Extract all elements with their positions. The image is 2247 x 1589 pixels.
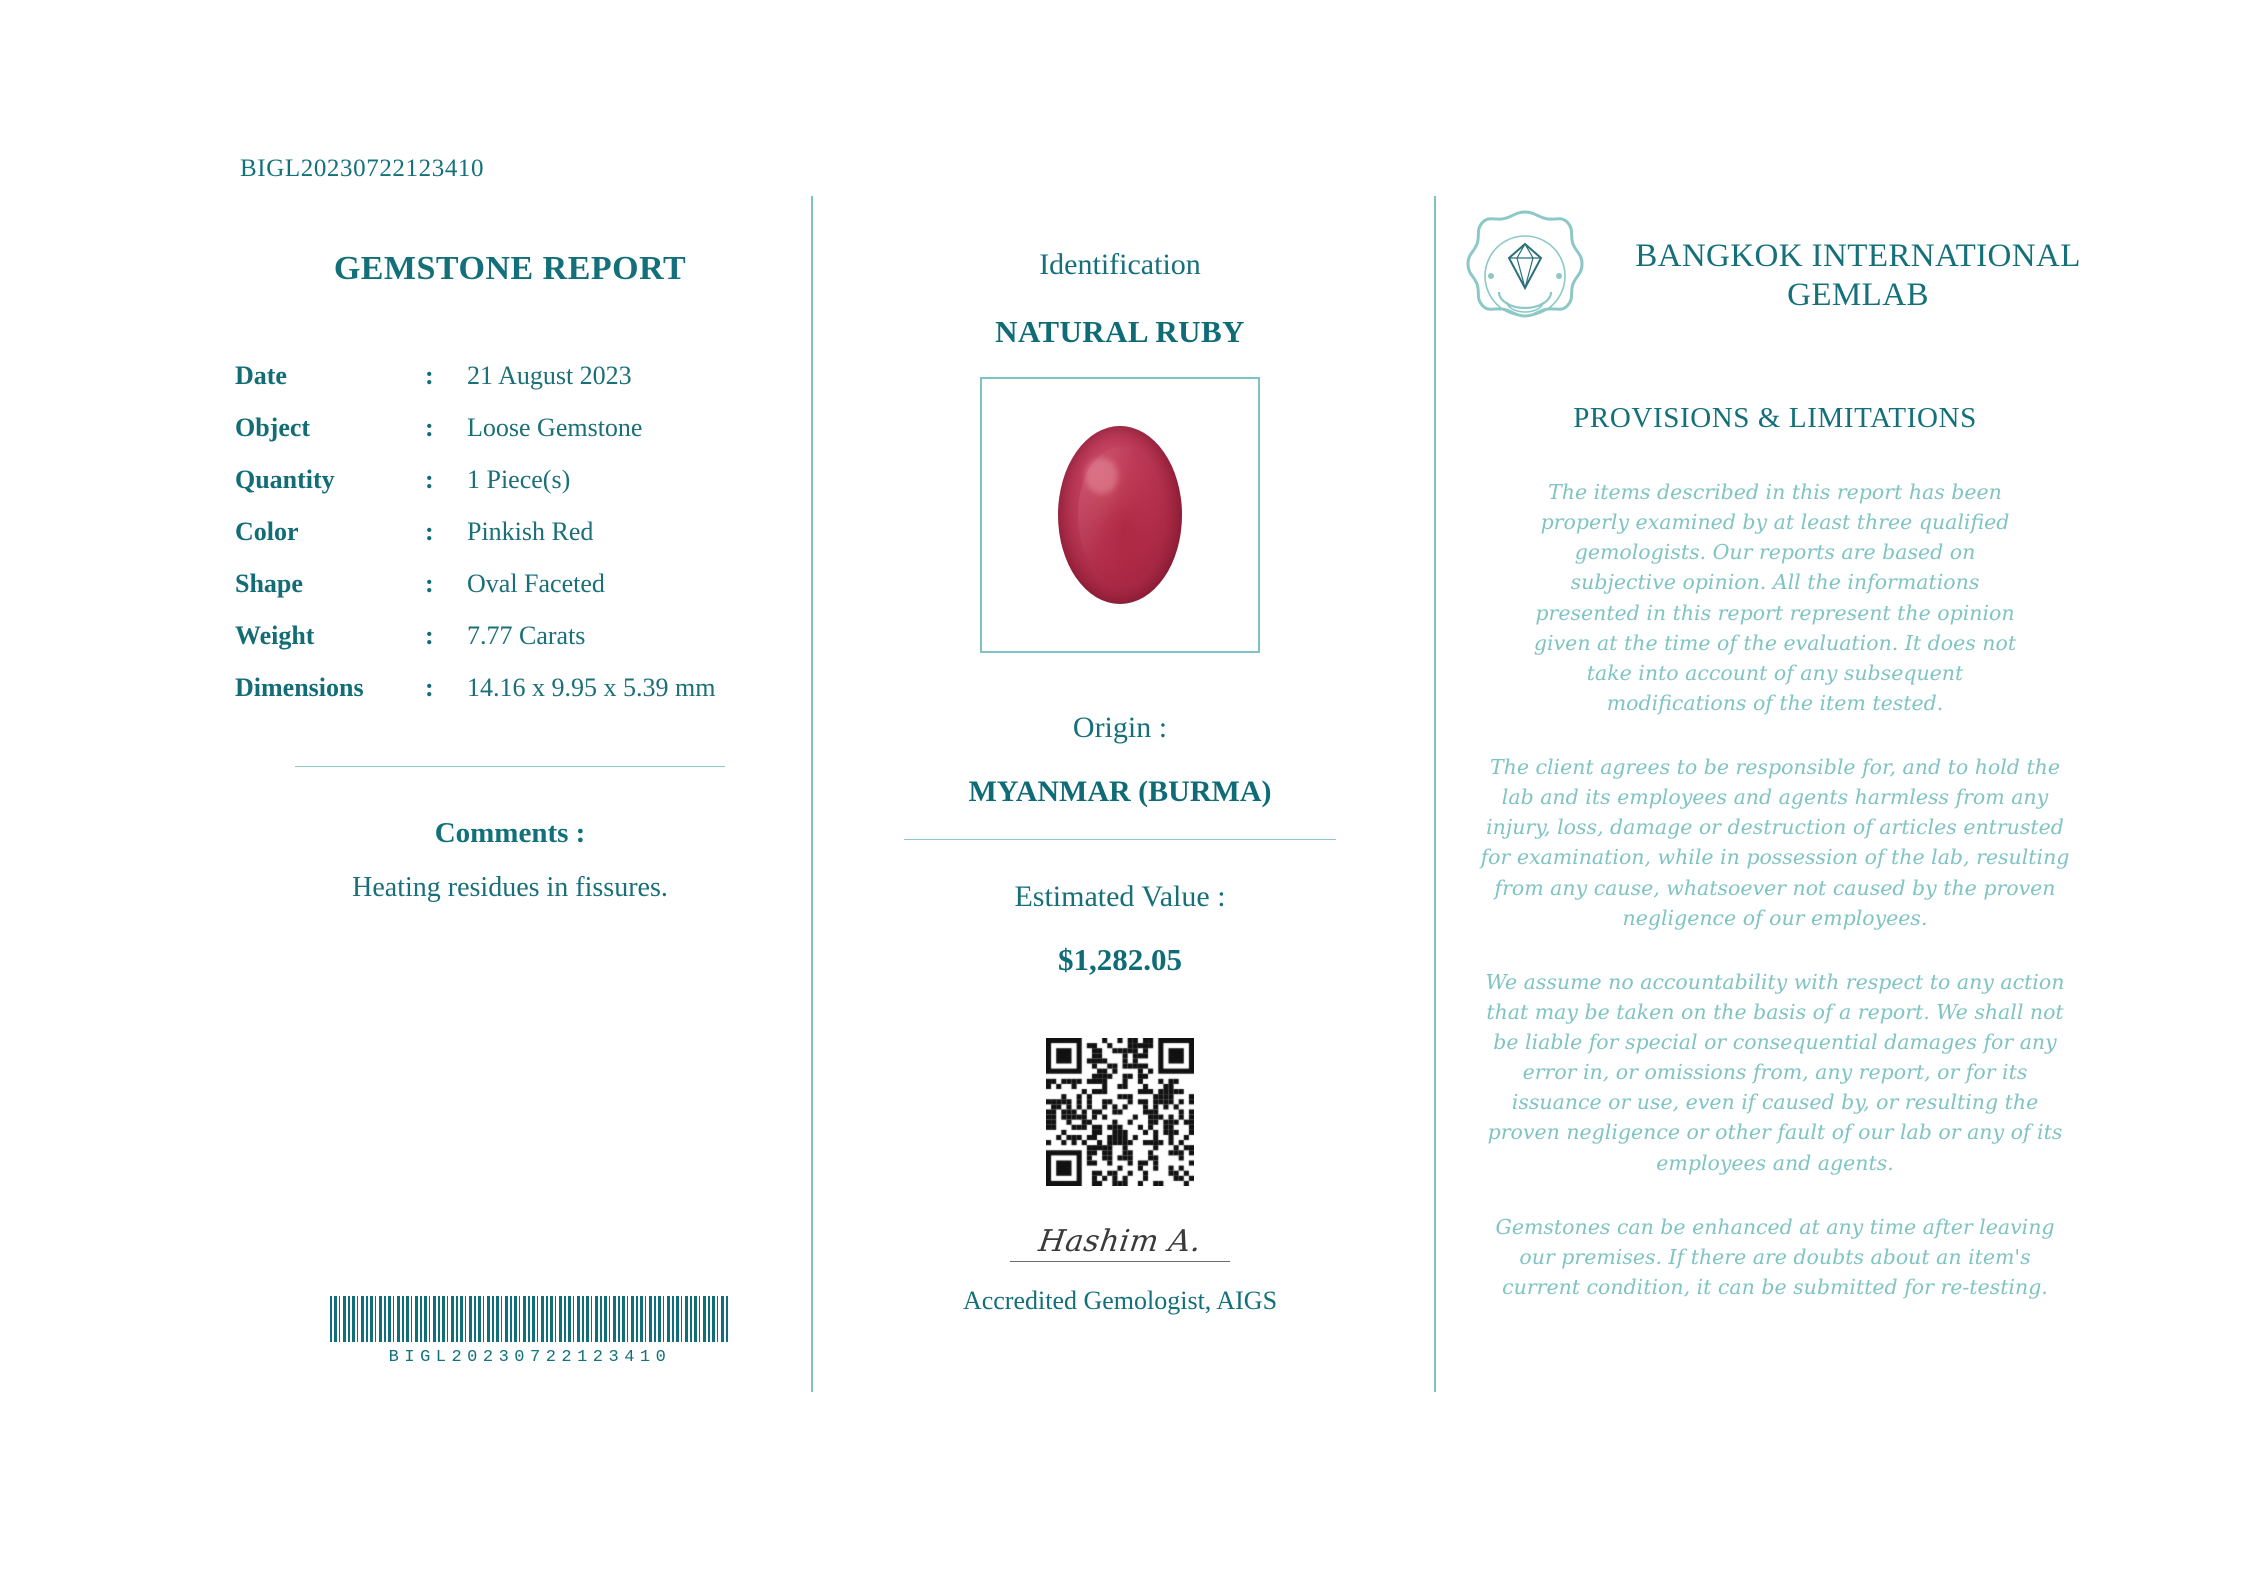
spec-label-quantity: Quantity: [235, 465, 335, 494]
spec-colon: :: [425, 621, 434, 650]
divider: [904, 839, 1336, 840]
spec-value-color: Pinkish Red: [467, 517, 594, 546]
origin-label: Origin :: [1072, 711, 1168, 744]
estimated-value-label: Estimated Value :: [1014, 880, 1226, 913]
table-row: [235, 350, 715, 402]
provisions-title: PROVISIONS & LIMITATIONS: [1573, 402, 1977, 434]
provisions-paragraph: Gemstones can be enhanced at any time after leaving our premises. If there are doubts about an item's current condition, it can be submitted for re-testing.: [1495, 1214, 2055, 1299]
gemstone-photo-frame: [980, 377, 1260, 653]
oval-faceted-ruby-image: [1058, 426, 1182, 604]
barcode-block: [330, 1296, 730, 1367]
spec-label-dimensions: Dimensions: [235, 673, 364, 702]
signature-block: [830, 1224, 1410, 1316]
gemlab-logo-icon: [1455, 206, 1595, 346]
page-title: GEMSTONE REPORT: [333, 250, 687, 287]
spec-value-date: 21 August 2023: [467, 361, 632, 390]
spec-value-weight: 7.77 Carats: [467, 621, 586, 650]
report-number: BIGL20230722123410: [240, 155, 485, 182]
comments-heading: Comments :: [434, 817, 586, 849]
spec-label-weight: Weight: [235, 621, 315, 650]
qr-code-icon: [1046, 1038, 1194, 1186]
identification-value: NATURAL RUBY: [995, 314, 1245, 349]
column-divider-right: [1434, 196, 1436, 1392]
middle-column: [830, 196, 1410, 1316]
spec-value-quantity: 1 Piece(s): [467, 465, 571, 494]
qr-code-canvas: [1046, 1038, 1194, 1186]
table-row: [235, 506, 715, 558]
identification-label: Identification: [1039, 248, 1201, 281]
spec-colon: :: [425, 465, 434, 494]
table-row: [235, 610, 715, 662]
comments-text: Heating residues in fissures.: [352, 872, 668, 903]
specifications-body: [235, 350, 715, 714]
spec-value-shape: Oval Faceted: [467, 569, 605, 598]
provisions-paragraph: The items described in this report has been properly examined by at least three qualified gemologists. Our reports are based on subjective opinion. All the informations presented in this report represent the opinion given at the time of the evaluation. It does not take into account of any subsequent modifications of the item tested.: [1533, 480, 2017, 715]
barcode-number: BIGL20230722123410: [388, 1348, 672, 1367]
origin-value: MYANMAR (BURMA): [968, 775, 1272, 808]
brand-header: [1455, 206, 2095, 346]
spec-colon: :: [425, 517, 434, 546]
provisions-paragraph: We assume no accountability with respect to any action that may be taken on the basis of a report. We shall not be liable for special or consequential damages for any error in, or omissions from, any report, or for its issuance or use, even if caused by, or resulting the proven negligence or other fault of our lab or any of its employees and agents.: [1485, 969, 2065, 1175]
spec-colon: :: [425, 361, 434, 390]
table-row: [235, 558, 715, 610]
right-column: [1455, 196, 2095, 1302]
spec-colon: :: [425, 413, 434, 442]
spec-label-object: Object: [235, 413, 311, 442]
column-divider-left: [811, 196, 813, 1392]
table-row: [235, 402, 715, 454]
spec-label-shape: Shape: [235, 569, 303, 598]
barcode-image: [330, 1296, 730, 1342]
signature-title: Accredited Gemologist, AIGS: [962, 1286, 1278, 1315]
signature-line: [1010, 1261, 1230, 1262]
spec-value-dimensions: 14.16 x 9.95 x 5.39 mm: [467, 673, 716, 702]
provisions-paragraph: The client agrees to be responsible for, and to hold the lab and its employees and agents harmless from any injury, loss, damage or destruction of articles entrusted for examination, while in possession of the lab, resulting from any cause, whatsoever not caused by the proven negligence of our employees.: [1480, 755, 2070, 930]
spec-label-color: Color: [235, 517, 299, 546]
spec-label-date: Date: [235, 361, 287, 390]
spec-colon: :: [425, 569, 434, 598]
table-row: [235, 662, 715, 714]
left-column: [230, 196, 790, 904]
specifications-table: [235, 350, 715, 714]
spec-colon: :: [425, 673, 434, 702]
spec-value-object: Loose Gemstone: [467, 413, 643, 442]
divider: [295, 766, 725, 767]
estimated-value-amount: $1,282.05: [1058, 942, 1182, 977]
table-row: [235, 454, 715, 506]
brand-name: BANGKOK INTERNATIONAL GEMLAB: [1635, 238, 2081, 313]
signature-text: Hashim A.: [1036, 1224, 1204, 1259]
